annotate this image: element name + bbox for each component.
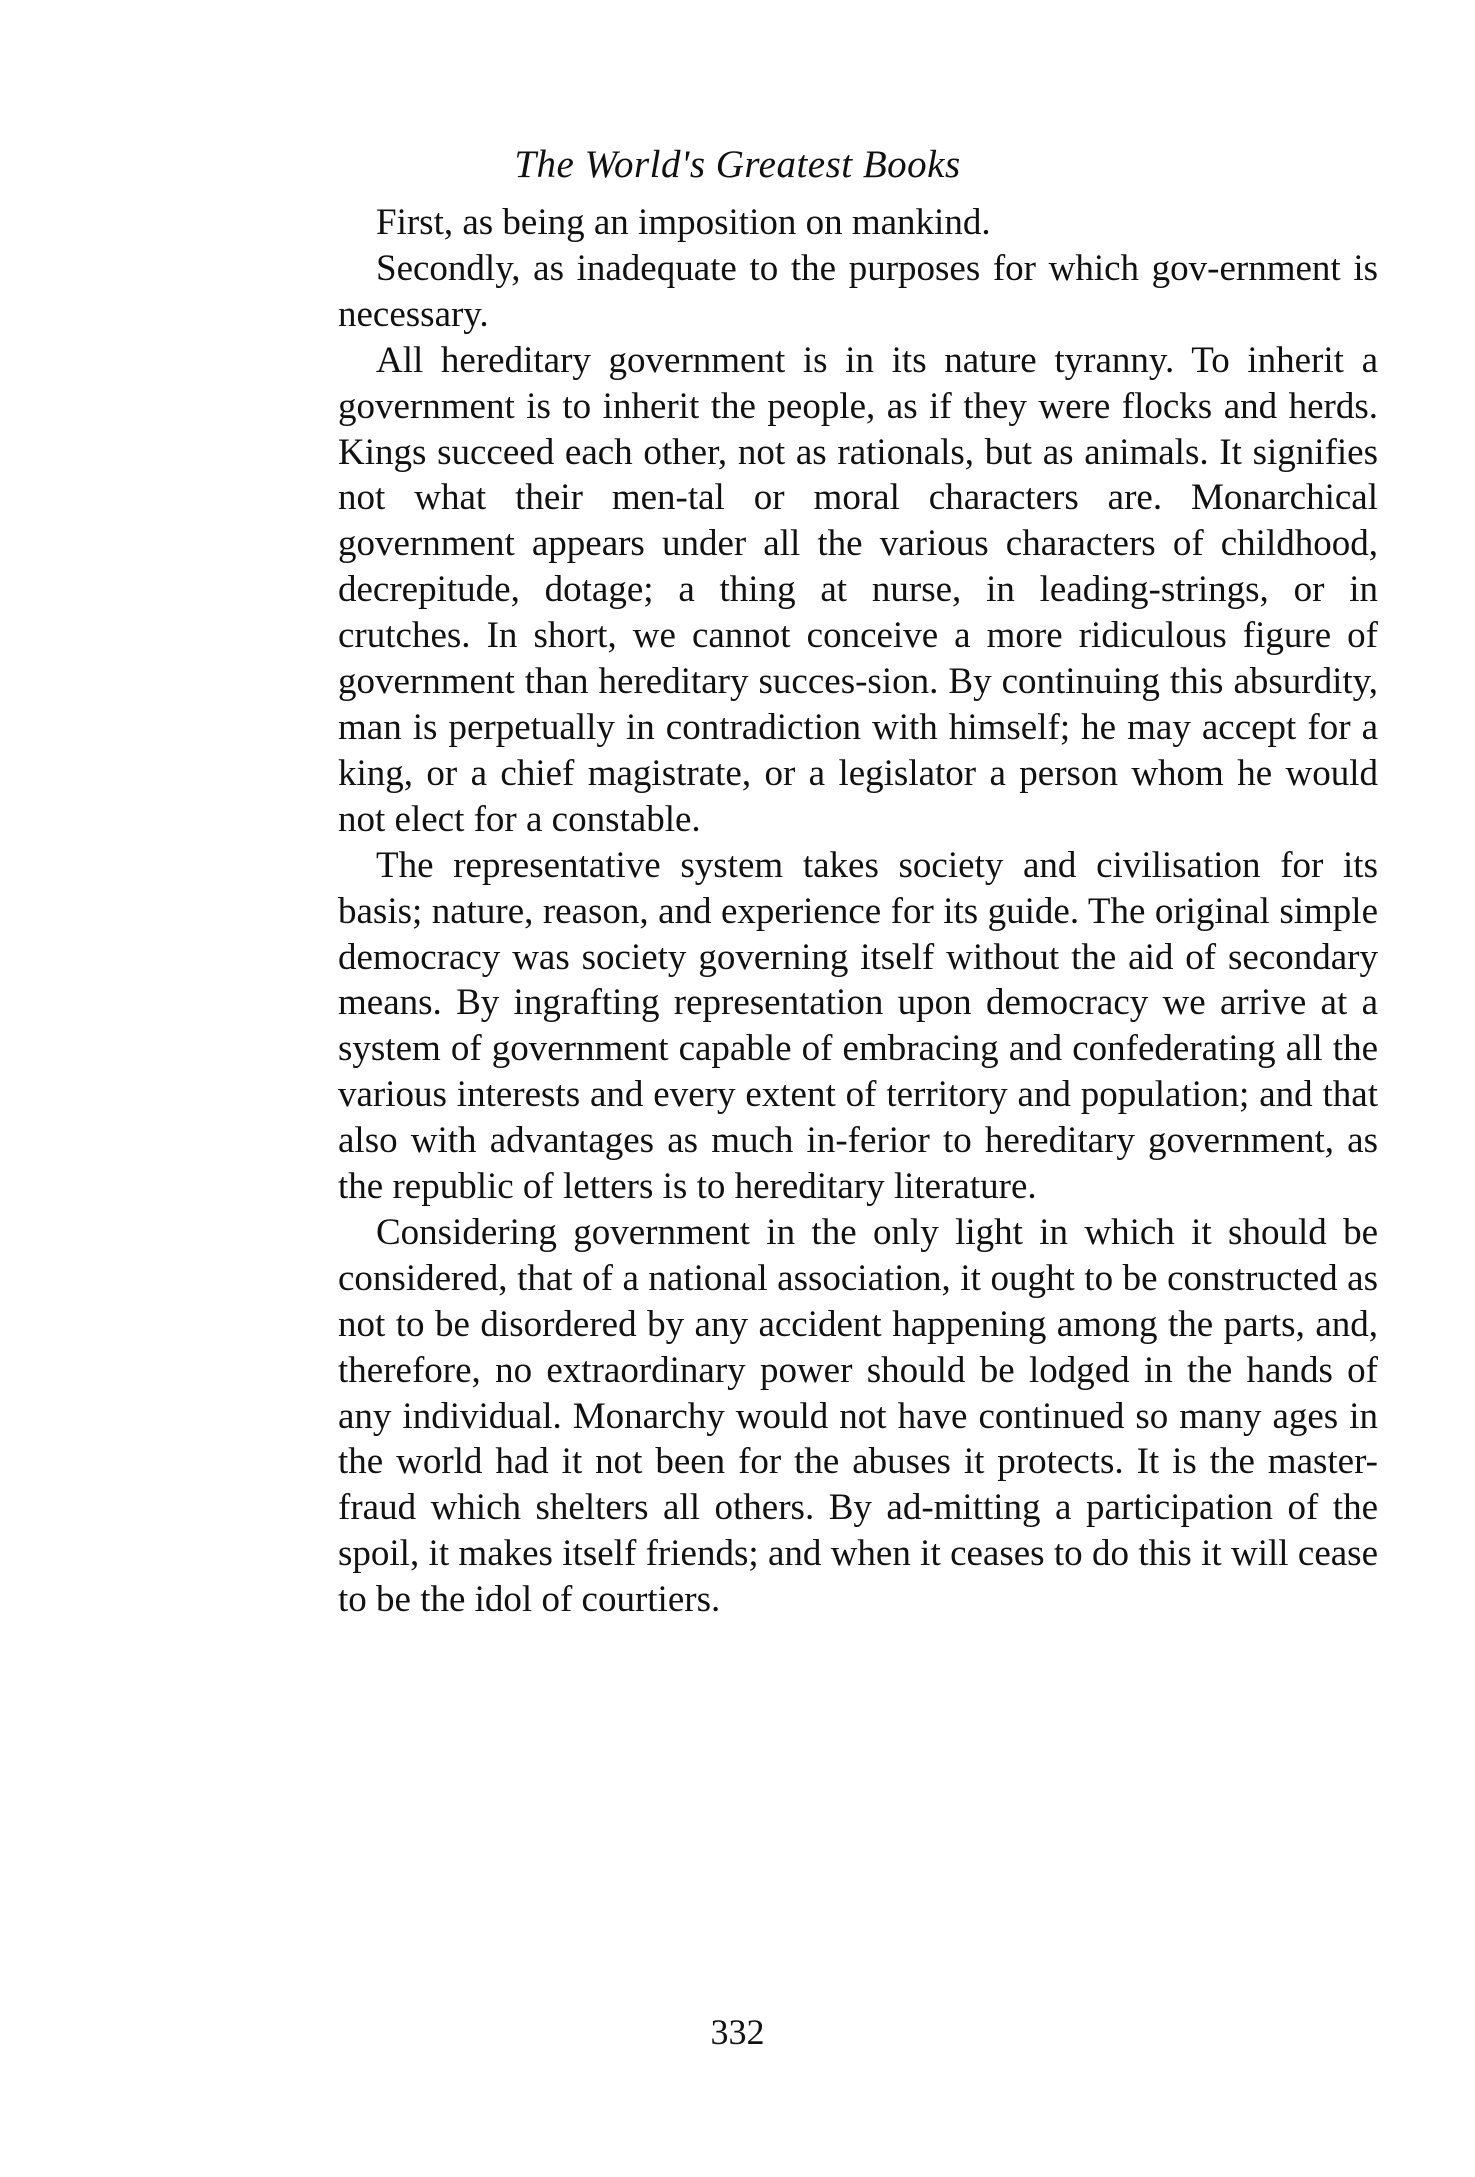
page-number: 332 xyxy=(710,2012,765,2052)
paragraph-secondly: Secondly, as inadequate to the purposes for which gov-ernment is necessary. xyxy=(338,247,1378,335)
body-text xyxy=(338,200,1378,1623)
paragraph-national-association: Considering government in the only light in which it should be considered, that of a national association, it ought to be constructed as not to be disordered by any accident happening among the parts, and, therefore, no extraordinary power should be lodged in the hands of any individual. Monarchy would not have continued so many ages in the world had it not been for the abuses it protects. It is the master-fraud which shelters all others. By ad-mitting a participation of the spoil, it makes itself friends; and when it ceases to do this it will cease to be the idol of courtiers. xyxy=(338,1211,1378,1621)
paragraph-hereditary-government: All hereditary government is in its nature tyranny. To inherit a government is to inherit the people, as if they were flocks and herds. Kings succeed each other, not as rationals, but as animals. It signifies not what their men-tal or moral characters are. Monarchical government appears under all the various characters of childhood, decrepitude, dotage; a thing at nurse, in leading-strings, or in crutches. In short, we cannot conceive a more ridiculous figure of government than hereditary succes-sion. By continuing this absurdity, man is perpetually in contradiction with himself; he may accept for a king, or a chief magistrate, or a legislator a person whom he would not elect for a constable. xyxy=(338,339,1378,840)
paragraph-representative-system: The representative system takes society and civilisation for its basis; nature, reason, and experience for its guide. The original simple democracy was society governing itself without the aid of secondary means. By ingrafting representation upon democracy we arrive at a system of government capable of embracing and confederating all the various interests and every extent of territory and population; and that also with advantages as much in-ferior to hereditary government, as the republic of letters is to hereditary literature. xyxy=(338,844,1378,1208)
running-header: The World's Greatest Books xyxy=(514,143,961,186)
paragraph-first: First, as being an imposition on mankind. xyxy=(376,202,991,243)
